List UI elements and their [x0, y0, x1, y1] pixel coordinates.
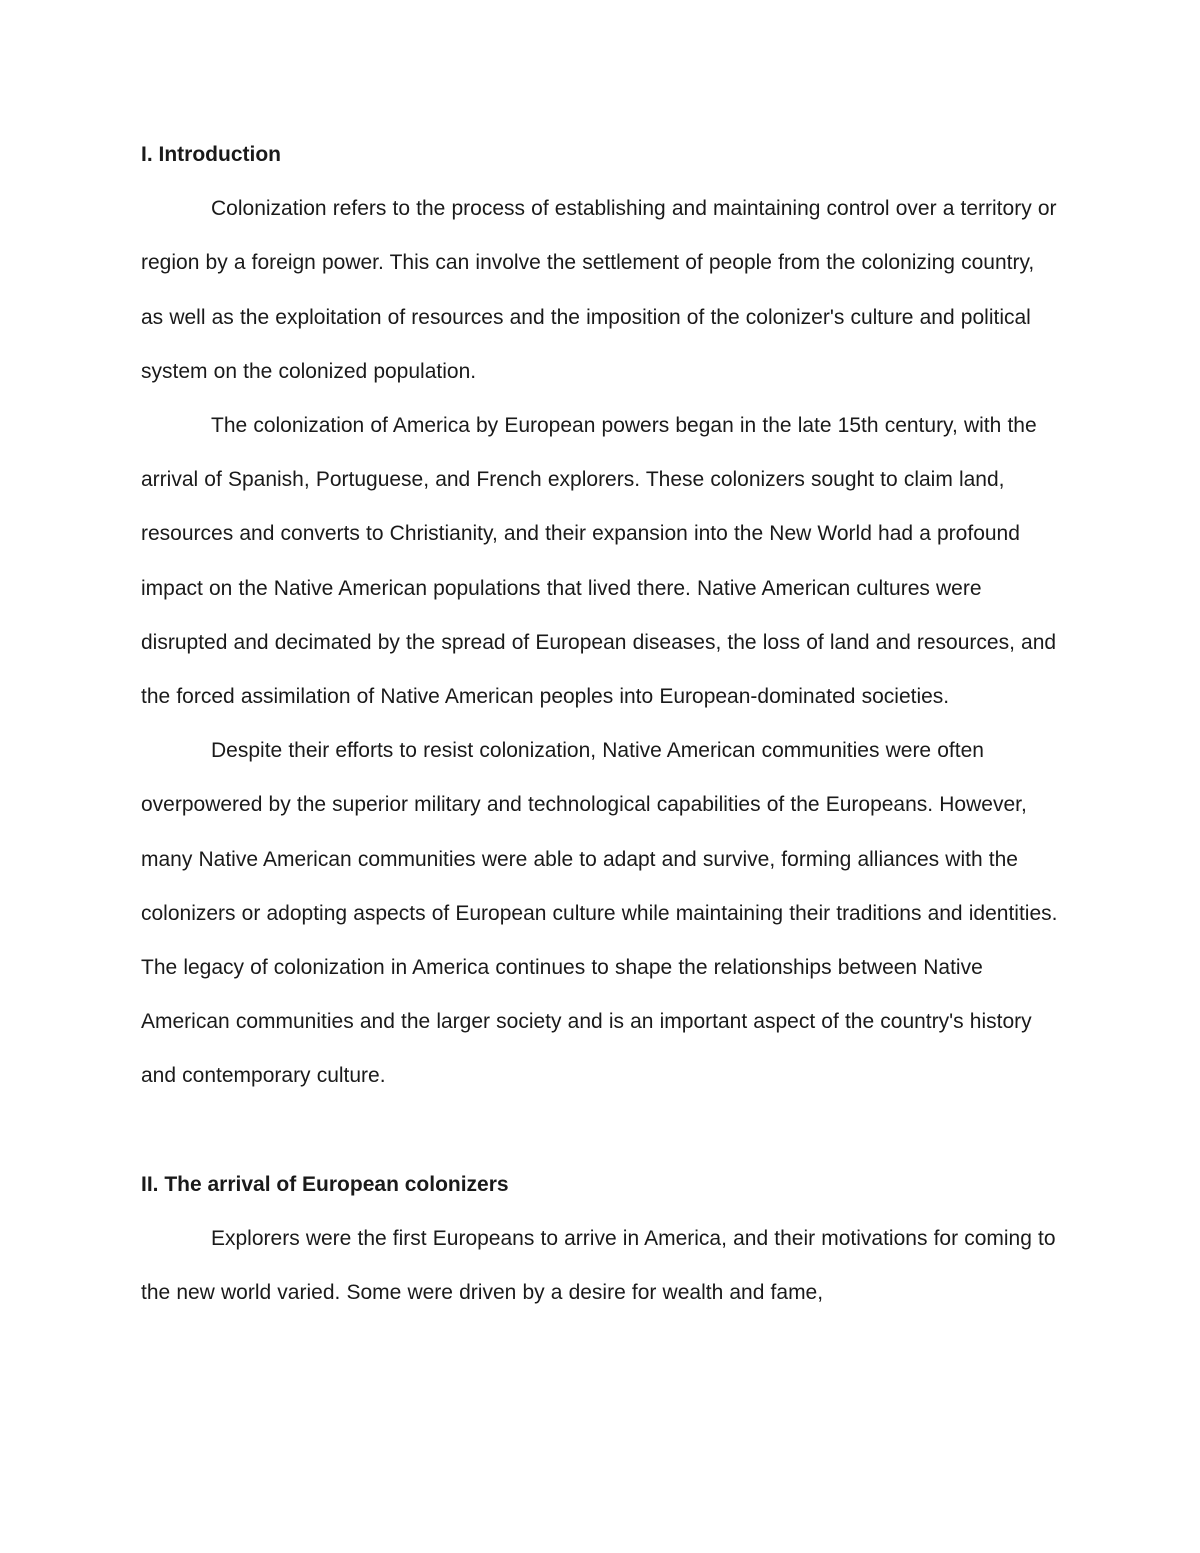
- paragraph: The colonization of America by European powers began in the late 15th century, with the arrival of Spanish, Portuguese, and French explorers. These colonizers sought to claim land, resources and converts to Christianity, and their expansion into the New World had a profound impact on the Native American populations that lived there. Native American cultures were disrupted and decimated by the spread of European diseases, the loss of land and resources, and the forced assimilation of Native American peoples into European-dominated societies.: [141, 414, 1057, 709]
- paragraph: Explorers were the first Europeans to arrive in America, and their motivations for coming to the new world varied. Some were driven by a desire for wealth and fame,: [141, 1226, 1056, 1305]
- section-heading-introduction: I. Introduction: [141, 143, 281, 166]
- section-spacer: [141, 1104, 1061, 1158]
- section-heading-arrival: II. The arrival of European colonizers: [141, 1172, 509, 1196]
- paragraph: Despite their efforts to resist colonization, Native American communities were often overpowered by the superior military and technological capabilities of the Europeans. However, many Native American communities were able to adapt and survive, forming alliances with the colonizers or adopting aspects of European culture while maintaining their traditions and identities. The legacy of colonization in America continues to shape the relationships between Native American communities and the larger society and is an important aspect of the country's history and contemporary culture.: [141, 739, 1058, 1088]
- paragraph: Colonization refers to the process of establishing and maintaining control over a territory or region by a foreign power. This can involve the settlement of people from the colonizing country, as well as the exploitation of resources and the imposition of the colonizer's culture and political system on the colonized population.: [141, 197, 1057, 383]
- document-body: [141, 128, 1061, 1320]
